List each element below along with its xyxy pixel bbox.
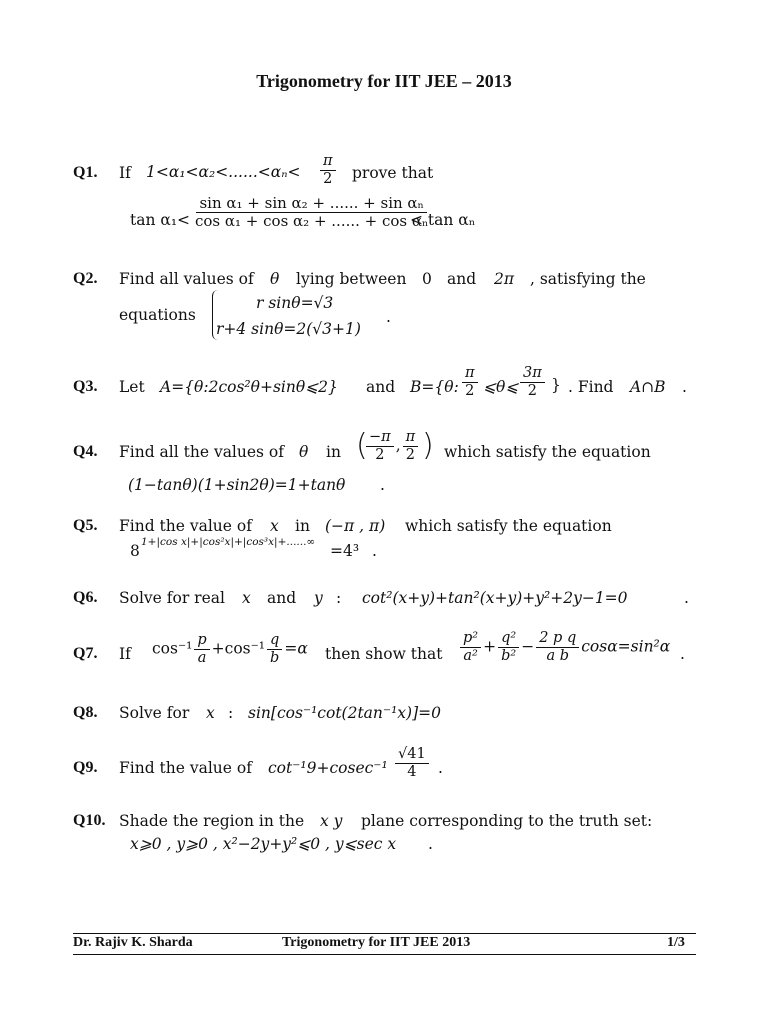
q3-dot: . — [682, 378, 687, 396]
q3-number: Q3. — [73, 378, 98, 395]
q2-number: Q2. — [73, 270, 98, 287]
q10-number: Q10. — [73, 812, 106, 829]
q5-x: x — [270, 517, 279, 535]
q9-fraction: $\frac{√41}{4}$ — [393, 746, 431, 781]
q8-equation: sin[cos⁻¹cot(2tan⁻¹x)]=0 — [248, 704, 441, 722]
q5-text-2: which satisfy the equation — [405, 517, 612, 535]
q4-dot: . — [380, 476, 385, 494]
footer-title: Trigonometry for IIT JEE 2013 — [282, 935, 471, 950]
q2-two-pi: 2π — [494, 270, 515, 288]
q4-text-2: which satisfy the equation — [444, 443, 651, 461]
q7-if: If — [119, 645, 131, 663]
q9-dot: . — [438, 759, 443, 777]
q6-x: x — [242, 589, 251, 607]
q6-equation: cot²(x+y)+tan²(x+y)+y²+2y−1=0 — [362, 589, 628, 607]
q4-interval: $\frac{-\pi}{2}$ , $\frac{\pi}{2}$ — [364, 429, 420, 464]
q8-number: Q8. — [73, 704, 98, 721]
q6-dot: . — [684, 589, 689, 607]
q2-text-1: Find all values of — [119, 270, 254, 288]
q5-exponent: 1+|cos x|+|cos²x|+|cos³x|+......∞ — [141, 536, 316, 548]
q10-condition: x⩾0 , y⩾0 , x²−2y+y²⩽0 , y⩽sec x — [130, 835, 397, 853]
q6-y: y — [314, 589, 323, 607]
q5-rhs: =4³ — [330, 542, 360, 560]
page-title: Trigonometry for IIT JEE – 2013 — [256, 71, 512, 91]
q9-text-1: Find the value of — [119, 759, 252, 777]
q8-x: x — [206, 704, 215, 722]
q5-base: 8 — [130, 542, 140, 560]
q5-in: in — [295, 517, 310, 535]
q2-zero: 0 — [422, 270, 432, 288]
q3-and: and — [366, 378, 396, 396]
q10-xy: x y — [320, 812, 343, 830]
q2-equations-label: equations — [119, 306, 196, 324]
q3-set-a: A={θ:2cos²θ+sinθ⩽2} — [160, 378, 338, 396]
footer-rule-top — [73, 933, 696, 934]
q1-prove-that: prove that — [352, 164, 434, 182]
q8-text-1: Solve for — [119, 704, 190, 722]
q1-pi-fraction: $\frac{\pi}{2}$ — [318, 153, 338, 188]
q5-interval: (−π , π) — [325, 517, 386, 535]
footer-page-number: 1/3 — [667, 935, 685, 950]
q7-then-show: then show that — [325, 645, 443, 663]
q6-text-1: Solve for real — [119, 589, 225, 607]
q3-result: A∩B — [630, 378, 666, 396]
q1-number: Q1. — [73, 164, 98, 181]
q2-text-3: , satisfying the — [530, 270, 646, 288]
q9-number: Q9. — [73, 759, 98, 776]
q1-condition: 1<α₁<α₂<......<αₙ< — [146, 163, 301, 181]
q3-let: Let — [119, 378, 145, 396]
q1-main-fraction: $\frac{\text{sin α₁ + sin α₂ + ...... + sin αₙ}}{\text{cos α₁ + cos α₂ + ...... + cos αₙ}}$ — [195, 194, 429, 230]
q1-lhs: tan α₁< — [130, 211, 191, 229]
q8-colon: : — [228, 704, 234, 722]
q1-rhs: < tan αₙ — [410, 211, 476, 229]
q4-left-paren: ( — [356, 428, 368, 463]
q4-number: Q4. — [73, 443, 98, 460]
q7-number: Q7. — [73, 645, 98, 662]
q3-three-pi-fraction: $\frac{3\pi}{2}$ — [518, 365, 547, 400]
q2-dot: . — [386, 308, 391, 326]
q2-equation-1: r sinθ=√3 — [256, 294, 334, 312]
q6-colon: : — [336, 589, 342, 607]
q5-number: Q5. — [73, 517, 98, 534]
footer-rule-bottom — [73, 954, 696, 955]
q4-text-1: Find all the values of — [119, 443, 284, 461]
q4-in: in — [326, 443, 341, 461]
q2-equation-2: r+4 sinθ=2(√3+1) — [216, 320, 361, 338]
q2-and: and — [447, 270, 477, 288]
q10-text-1: Shade the region in the — [119, 812, 305, 830]
q2-theta: θ — [270, 270, 280, 288]
q5-dot: . — [372, 542, 377, 560]
footer-author: Dr. Rajiv K. Sharda — [73, 935, 193, 950]
q5-text-1: Find the value of — [119, 517, 252, 535]
q3-set-b-open: B={θ: — [410, 378, 459, 396]
q4-theta: θ — [299, 443, 309, 461]
q9-expression: cot⁻¹9+cosec⁻¹ — [268, 759, 388, 777]
q2-text-2: lying between — [296, 270, 407, 288]
q4-equation: (1−tanθ)(1+sin2θ)=1+tanθ — [128, 476, 346, 494]
q6-number: Q6. — [73, 589, 98, 606]
q3-inequality: ⩽θ⩽ — [483, 378, 519, 396]
q6-and: and — [267, 589, 297, 607]
q7-expression: $\frac{\text{p²}}{\text{a²}}$ + $\frac{\text{q²}}{\text{b²}}$ − $\frac{\text{2 p q}}{\text{a b}}$ cosα=sin²α — [458, 630, 670, 665]
q7-condition: cos⁻¹ $\frac{p}{a}$ +cos⁻¹ $\frac{q}{b}$ =α — [152, 632, 308, 666]
q4-right-paren: ) — [422, 428, 434, 463]
q10-text-2: plane corresponding to the truth set: — [361, 812, 653, 830]
q3-find: . Find — [568, 378, 614, 396]
q10-dot: . — [428, 835, 433, 853]
q3-pi-fraction: $\frac{\pi}{2}$ — [460, 365, 480, 400]
q7-dot: . — [680, 645, 685, 663]
q3-set-b-close: } — [551, 376, 561, 394]
q1-if: If — [119, 164, 131, 182]
